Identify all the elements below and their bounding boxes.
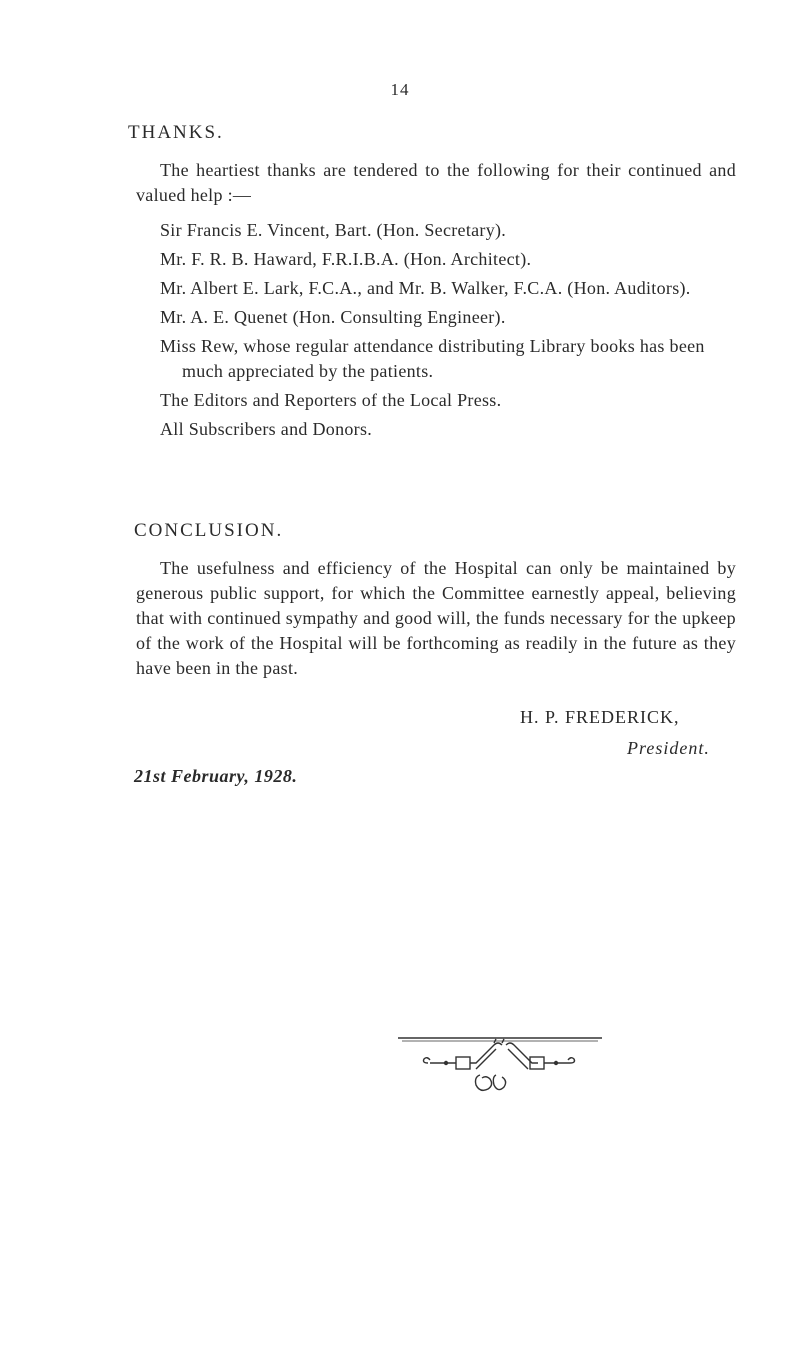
decorative-scroll-ornament-icon — [398, 1035, 602, 1103]
conclusion-body-text: The usefulness and efficiency of the Hospital can only be maintained by generous public support, for which the Committee earnestly appeal, believing that with continued sympathy and good will, the funds necessary for the upkeep of the work of the Hospital will be forthcoming as readily in the future as they have been in the past. — [136, 558, 736, 678]
list-item: The Editors and Reporters of the Local Press. — [160, 390, 502, 410]
list-item: Sir Francis E. Vincent, Bart. (Hon. Secretary). — [160, 220, 507, 240]
list-item: Mr. F. R. B. Haward, F.R.I.B.A. (Hon. Architect). — [160, 249, 532, 269]
list-item: All Subscribers and Donors. — [160, 419, 373, 439]
thanks-heading: THANKS. — [128, 122, 224, 143]
page-number: 14 — [390, 80, 410, 99]
signature-name: H. P. FREDERICK, — [520, 707, 680, 727]
conclusion-body — [136, 556, 736, 681]
thanks-intro — [136, 158, 736, 208]
list-item: Mr. Albert E. Lark, F.C.A., and Mr. B. Walker, F.C.A. (Hon. Auditors). — [160, 278, 691, 298]
conclusion-heading: CONCLUSION. — [134, 520, 284, 541]
thanks-intro-text: The heartiest thanks are tendered to the following for their continued and valued help :— — [136, 160, 736, 205]
thanks-list — [160, 218, 750, 446]
list-item: Mr. A. E. Quenet (Hon. Consulting Engineer). — [160, 307, 506, 327]
list-item: Miss Rew, whose regular attendance distributing Library books has been much appreciated by the patients. — [160, 336, 705, 381]
document-date: 21st February, 1928. — [134, 766, 298, 786]
signature-role: President. — [627, 738, 710, 758]
